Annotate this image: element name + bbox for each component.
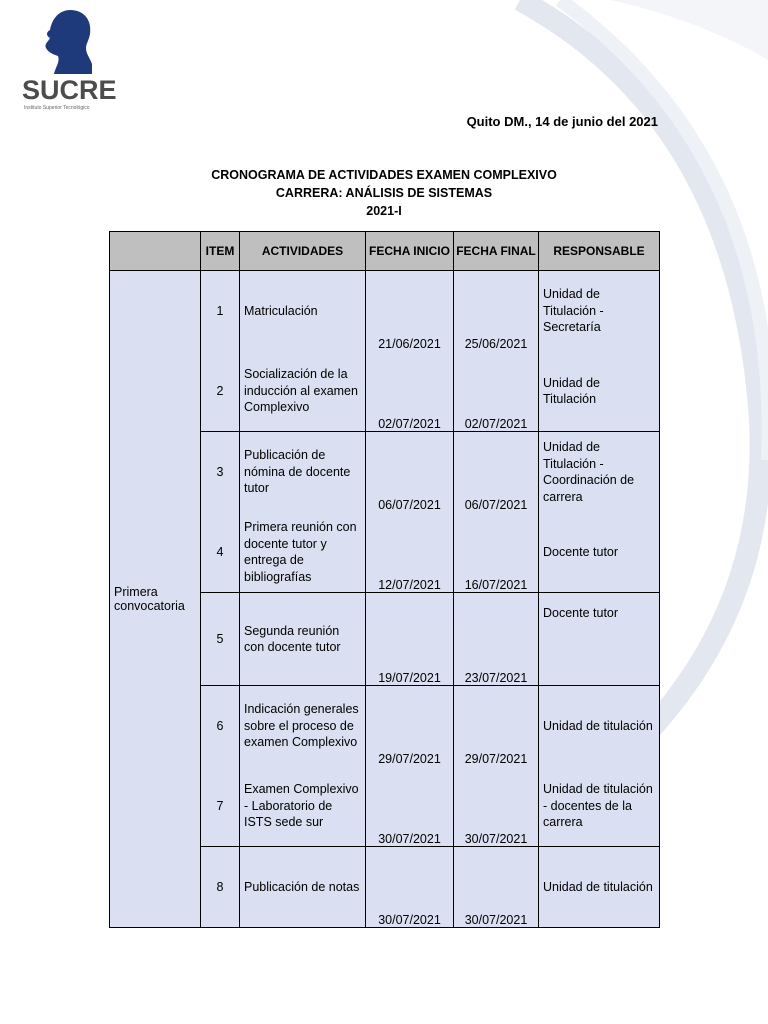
end-date: 16/07/2021 — [454, 512, 539, 593]
end-date: 23/07/2021 — [454, 593, 539, 686]
responsible-text: Unidad de titulación - docentes de la carrera — [539, 766, 660, 847]
heading-line-2: CARRERA: ANÁLISIS DE SISTEMAS — [275, 186, 493, 200]
responsible-text: Unidad de Titulación - Secretaría — [539, 271, 660, 352]
start-date: 30/07/2021 — [366, 766, 454, 847]
responsible-text: Unidad de Titulación — [539, 351, 660, 432]
item-number: 1 — [201, 271, 240, 352]
end-date: 02/07/2021 — [454, 351, 539, 432]
item-number: 7 — [201, 766, 240, 847]
activity-text: Indicación generales sobre el proceso de examen Complexivo — [240, 686, 366, 767]
header-start-date: FECHA INICIO — [366, 232, 454, 271]
header-blank — [110, 232, 201, 271]
header-item: ITEM — [201, 232, 240, 271]
heading-line-1: CRONOGRAMA DE ACTIVIDADES EXAMEN COMPLEXIVO — [211, 168, 557, 182]
item-number: 4 — [201, 512, 240, 593]
end-date: 29/07/2021 — [454, 686, 539, 767]
end-date: 06/07/2021 — [454, 432, 539, 513]
item-number: 2 — [201, 351, 240, 432]
header-responsible: RESPONSABLE — [539, 232, 660, 271]
end-date: 30/07/2021 — [454, 847, 539, 928]
activity-text: Publicación de notas — [240, 847, 366, 928]
header-end-date: FECHA FINAL — [454, 232, 539, 271]
end-date: 25/06/2021 — [454, 271, 539, 352]
item-number: 8 — [201, 847, 240, 928]
logo-subtitle: Instituto Superior Tecnológico — [24, 105, 90, 111]
start-date: 06/07/2021 — [366, 432, 454, 513]
head-profile-icon — [40, 8, 100, 76]
item-number: 3 — [201, 432, 240, 513]
end-date: 30/07/2021 — [454, 766, 539, 847]
responsible-text: Unidad de Titulación - Coordinación de carrera — [539, 432, 660, 513]
item-number: 6 — [201, 686, 240, 767]
start-date: 30/07/2021 — [366, 847, 454, 928]
responsible-text: Unidad de titulación — [539, 847, 660, 928]
table-row — [110, 271, 660, 352]
item-number: 5 — [201, 593, 240, 686]
responsible-text: Docente tutor — [539, 593, 660, 686]
sucre-logo — [22, 8, 117, 111]
responsible-text: Unidad de titulación — [539, 686, 660, 767]
convocatoria-label: Primera convocatoria — [110, 271, 201, 928]
activity-text: Segunda reunión con docente tutor — [240, 593, 366, 686]
logo-wordmark: SUCRE — [22, 75, 117, 105]
activity-text: Primera reunión con docente tutor y entrega de bibliografías — [240, 512, 366, 593]
activity-text: Examen Complexivo - Laboratorio de ISTS sede sur — [240, 766, 366, 847]
start-date: 21/06/2021 — [366, 271, 454, 352]
start-date: 19/07/2021 — [366, 593, 454, 686]
document-date: Quito DM., 14 de junio del 2021 — [466, 114, 658, 129]
table-header-row — [110, 232, 660, 271]
header-activities: ACTIVIDADES — [240, 232, 366, 271]
activity-text: Matriculación — [240, 271, 366, 352]
start-date: 02/07/2021 — [366, 351, 454, 432]
activity-text: Socialización de la inducción al examen Complexivo — [240, 351, 366, 432]
start-date: 12/07/2021 — [366, 512, 454, 593]
start-date: 29/07/2021 — [366, 686, 454, 767]
schedule-table — [109, 231, 660, 928]
responsible-text: Docente tutor — [539, 512, 660, 593]
activity-text: Publicación de nómina de docente tutor — [240, 432, 366, 513]
heading-line-3: 2021-I — [366, 204, 402, 218]
